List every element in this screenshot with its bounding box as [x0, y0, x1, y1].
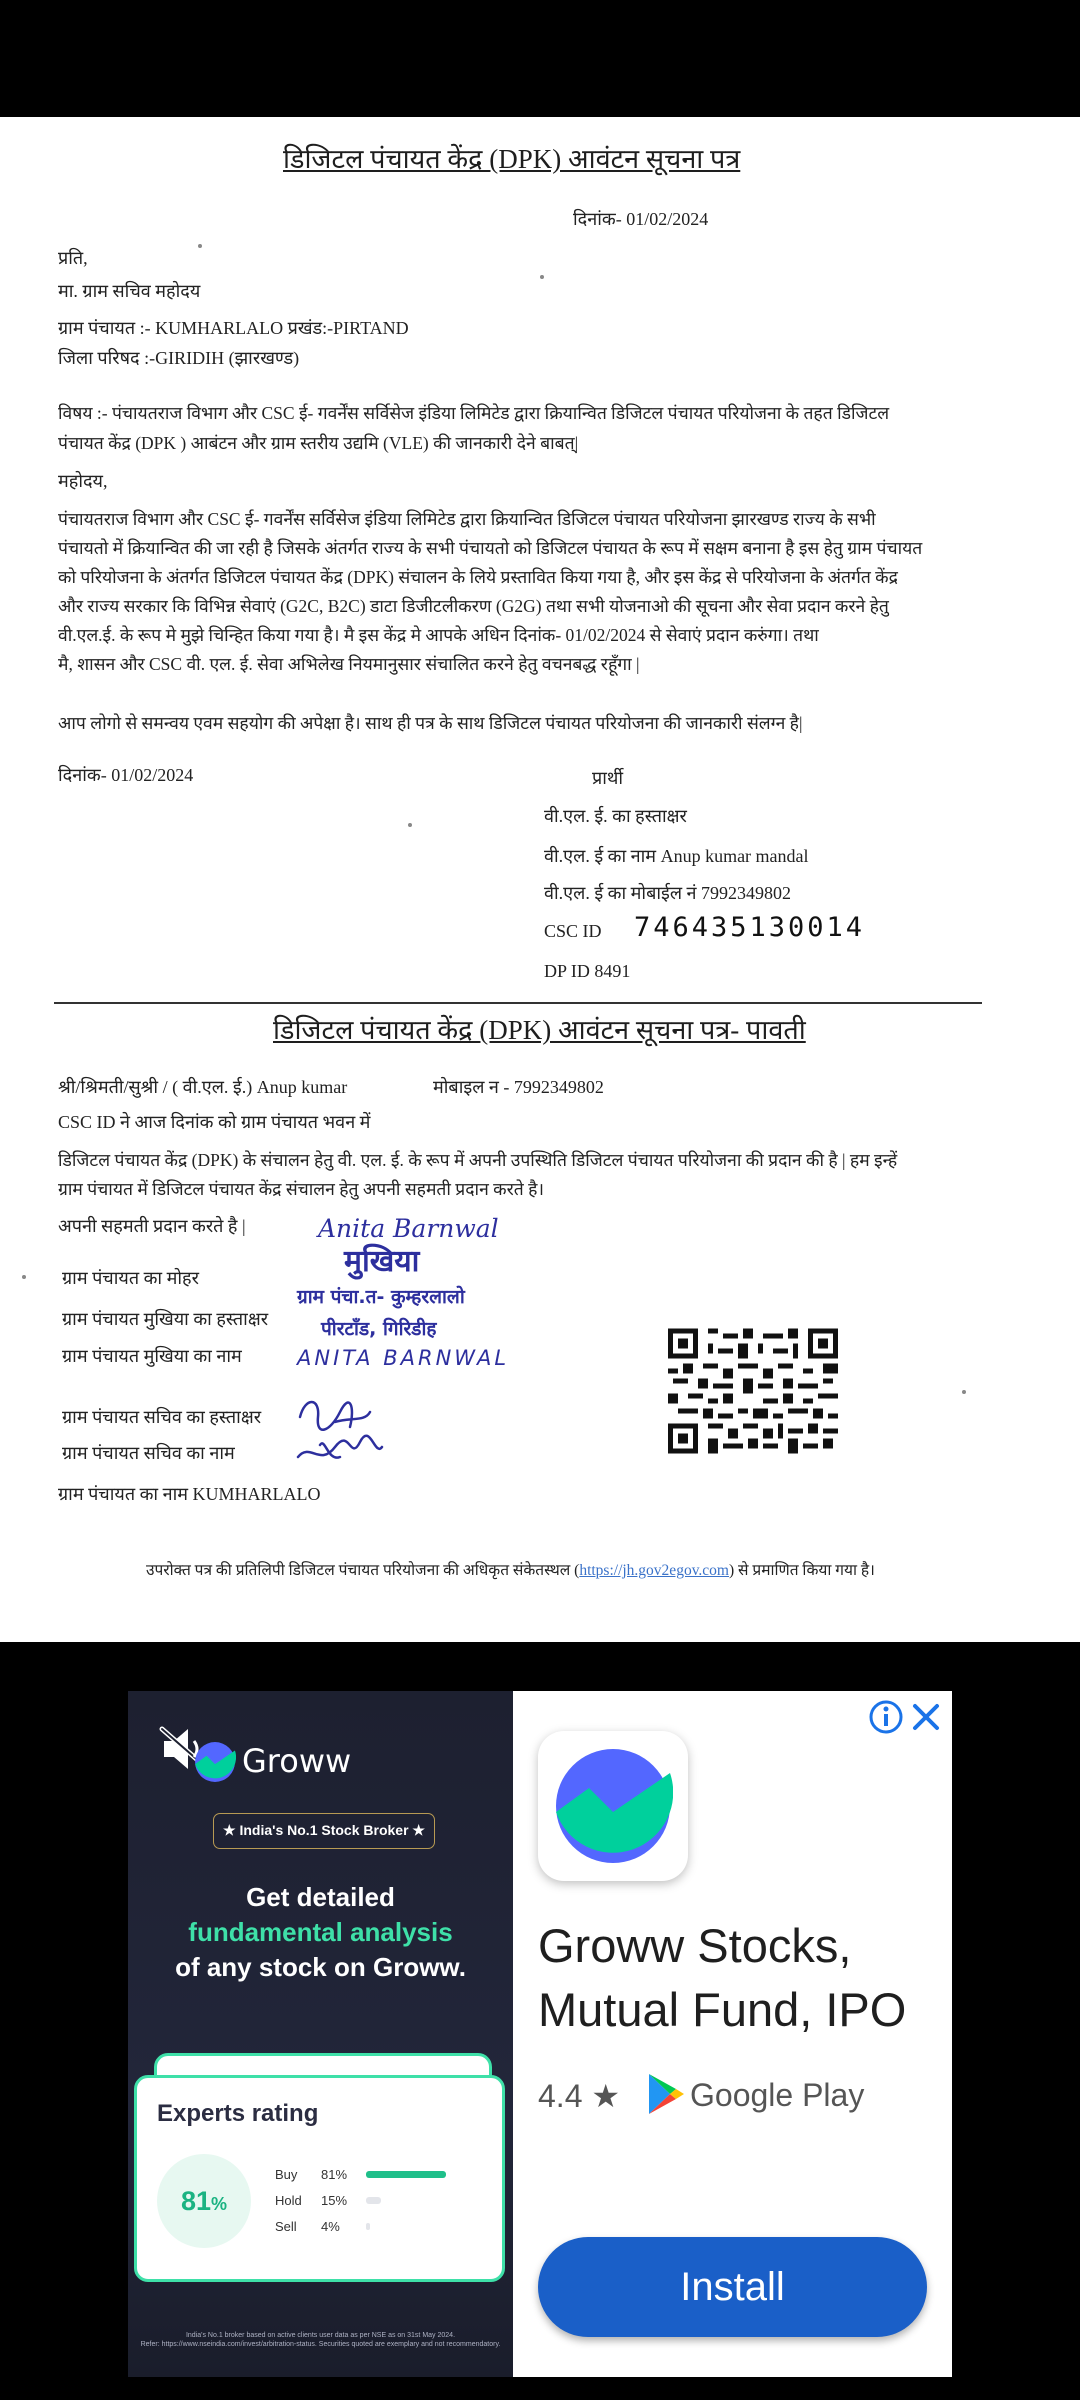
closing-line: आप लोगो से समन्वय एवम सहयोग की अपेक्षा है। साथ ही पत्र के साथ डिजिटल पंचायत परियोजना की जानकारी संलग्न है|: [58, 713, 803, 733]
rating-label-hold: Hold: [275, 2193, 302, 2208]
rating-circle: 81%: [157, 2154, 251, 2248]
salutation: महोदय,: [58, 471, 108, 491]
mukhiya-signature-label: ग्राम पंचायत मुखिया का हस्ताक्षर: [62, 1309, 269, 1329]
footer-note: उपरोक्त पत्र की प्रतिलिपी डिजिटल पंचायत परियोजना की अधिकृत संकेतस्थल (https://jh.gov2egov.com) से प्रमाणित किया गया है।: [146, 1562, 875, 1579]
rating-pct-buy: 81%: [321, 2167, 348, 2182]
stamp-signature: Anita Barnwal: [318, 1214, 499, 1243]
close-ad-icon[interactable]: [910, 1701, 942, 1733]
vle-name: वी.एल. ई का नाम Anup kumar mandal: [544, 846, 809, 866]
groww-app-logo-icon: [553, 1746, 673, 1866]
receipt-title: डिजिटल पंचायत केंद्र (DPK) आवंटन सूचना पत्र- पावती: [273, 1015, 806, 1045]
subject-line-1: विषय :- पंचायतराज विभाग और CSC ई- गवर्नेंस सर्विसेज इंडिया लिमिटेड द्वारा क्रियान्वित डिजिटल पंचायत परियोजना के तहत डिजिटल: [58, 403, 890, 423]
ad-disclaimer-2: Refer: https://www.nseindia.com/invest/arbitration-status. Securities quoted are exemplary and not recommendatory.: [140, 2341, 501, 2348]
card-title: Experts rating: [157, 2100, 319, 2127]
receipt-line-2: CSC ID ने आज दिनांक को ग्राम पंचायत भवन में: [58, 1112, 371, 1132]
document-title: डिजिटल पंचायत केंद्र (DPK) आवंटन सूचना पत्र: [283, 144, 741, 174]
seal-label: ग्राम पंचायत का मोहर: [62, 1268, 199, 1288]
install-button[interactable]: Install: [538, 2237, 927, 2337]
scan-speck: [408, 823, 412, 827]
google-play-label: Google Play: [690, 2077, 865, 2113]
date-left: दिनांक- 01/02/2024: [58, 765, 194, 785]
google-play-icon: [646, 2072, 686, 2116]
ad-app-panel[interactable]: [513, 1691, 952, 2377]
body-line: मै, शासन और CSC वी. एल. ई. सेवा अभिलेख नियमानुसार संचालित करने हेतु वचनबद्ध रहूँगा |: [58, 654, 640, 674]
document-page: [0, 117, 1080, 1642]
receipt-line-4: ग्राम पंचायत में डिजिटल पंचायत केंद्र संचालन हेतु अपनी सहमती प्रदान करते है।: [58, 1179, 545, 1199]
sachiv-signature-label: ग्राम पंचायत सचिव का हस्ताक्षर: [62, 1407, 262, 1427]
rating-pct-hold: 15%: [321, 2193, 348, 2208]
mukhiya-name-label: ग्राम पंचायत मुखिया का नाम: [62, 1346, 242, 1366]
body-line: को परियोजना के अंतर्गत डिजिटल पंचायत केंद्र (DPK) संचालन के लिये प्रस्तावित किया गया है, और इस केंद्र से परियोजना के अंतर्गत केंद्र: [58, 567, 898, 587]
stamp-title: मुखिया: [344, 1244, 420, 1279]
divider: [54, 1002, 982, 1004]
rating-pct-sell: 4%: [321, 2219, 340, 2234]
app-icon[interactable]: [538, 1731, 688, 1881]
body-line: और राज्य सरकार कि विभिन्न सेवाएं (G2C, B2C) डाटा डिजीटलीकरण (G2G) तथा सभी योजनाओ की सूचना और सेवा प्रदान करने हेतु: [58, 596, 889, 616]
scan-speck: [540, 275, 544, 279]
csc-id-label: CSC ID: [544, 921, 602, 941]
district-line: जिला परिषद :-GIRIDIH (झारखण्ड): [58, 348, 300, 368]
ad-headline-1: Get detailed: [246, 1882, 395, 1912]
vle-signature-label: वी.एल. ई. का हस्ताक्षर: [544, 806, 687, 826]
subject-line-2: पंचायत केंद्र (DPK ) आबंटन और ग्राम स्तरीय उद्यमि (VLE) की जानकारी देने बाबत्|: [58, 433, 579, 453]
applicant-label: प्रार्थी: [592, 768, 624, 788]
document-date: दिनांक- 01/02/2024: [573, 209, 709, 229]
dp-id: DP ID 8491: [544, 961, 631, 981]
app-title[interactable]: Groww Stocks, Mutual Fund, IPO: [538, 1919, 907, 2036]
receipt-mobile: मोबाइल न - 7992349802: [433, 1077, 604, 1097]
mukhiya-name-handwritten: ANITA BARNWAL: [297, 1346, 510, 1370]
ad-headline-3: of any stock on Groww.: [175, 1952, 466, 1982]
ad-creative[interactable]: [128, 1691, 513, 2377]
rating-bar-buy: [366, 2171, 446, 2178]
scan-speck: [22, 1275, 26, 1279]
addressee: मा. ग्राम सचिव महोदय: [58, 281, 201, 301]
rating-bar-hold: [366, 2197, 381, 2204]
sachiv-name-label: ग्राम पंचायत सचिव का नाम: [62, 1443, 235, 1463]
stamp-line-2: पीरटाँड, गिरिडीह: [321, 1318, 437, 1340]
groww-brand-name: Groww: [242, 1742, 352, 1780]
qr-code: [668, 1327, 838, 1455]
stock-broker-badge: ★ India's No.1 Stock Broker ★: [213, 1813, 435, 1849]
vle-mobile: वी.एल. ई का मोबाईल नं 7992349802: [544, 883, 792, 903]
scan-speck: [198, 244, 202, 248]
sachiv-signature: [290, 1387, 390, 1477]
stamp-line-1: ग्राम पंचा.त- कुम्हरलालो: [297, 1286, 465, 1308]
receipt-line-3: डिजिटल पंचायत केंद्र (DPK) के संचालन हेतु वी. एल. ई. के रूप में अपनी उपस्थिति डिजिटल पंचायत परियोजना की प्रदान की है | हम इन्हें: [58, 1150, 898, 1170]
body-line: पंचायतराज विभाग और CSC ई- गवर्नेंस सर्विसेज इंडिया लिमिटेड द्वारा क्रियान्वित डिजिटल पंचायत परियोजना झारखण्ड राज्य के सभी: [58, 509, 876, 529]
scan-speck: [962, 1390, 966, 1394]
panchayat-line: ग्राम पंचायत :- KUMHARLALO प्रखंड:-PIRTAND: [58, 318, 409, 338]
adchoices-info-icon[interactable]: [868, 1699, 904, 1735]
rating-label-buy: Buy: [275, 2167, 298, 2182]
panchayat-name: ग्राम पंचायत का नाम KUMHARLALO: [58, 1484, 321, 1504]
experts-rating-card: [134, 2075, 505, 2282]
rating-bar-sell: [366, 2223, 370, 2230]
rating-label-sell: Sell: [275, 2219, 297, 2234]
groww-logo-icon: [194, 1741, 236, 1783]
body-line: पंचायतो में क्रियान्वित की जा रही है जिसके अंतर्गत राज्य के सभी पंचायतो को डिजिटल पंचायत के रूप में सक्षम बनाना है इस हेतु ग्राम पंचायत: [58, 538, 923, 558]
app-rating: 4.4 ★: [538, 2078, 621, 2114]
csc-id-handwritten: 746435130014: [634, 912, 866, 943]
to-line: प्रति,: [58, 248, 88, 268]
ad-disclaimer-1: India's No.1 broker based on active clients user data as per NSE as on 31st May 2024.: [185, 2332, 456, 2339]
footer-link[interactable]: https://jh.gov2egov.com: [579, 1562, 729, 1579]
ad-headline-2: fundamental analysis: [188, 1917, 453, 1947]
consent-line: अपनी सहमती प्रदान करते है |: [58, 1216, 246, 1236]
ad-banner[interactable]: [128, 1691, 952, 2377]
receipt-line-1: श्री/श्रिमती/सुश्री / ( वी.एल. ई.) Anup kumar: [58, 1077, 348, 1097]
body-line: वी.एल.ई. के रूप मे मुझे चिन्हित किया गया है। मै इस केंद्र मे आपके अधिन दिनांक- 01/02/2024 से सेवाएं प्रदान करुंगा। तथा: [58, 625, 819, 645]
